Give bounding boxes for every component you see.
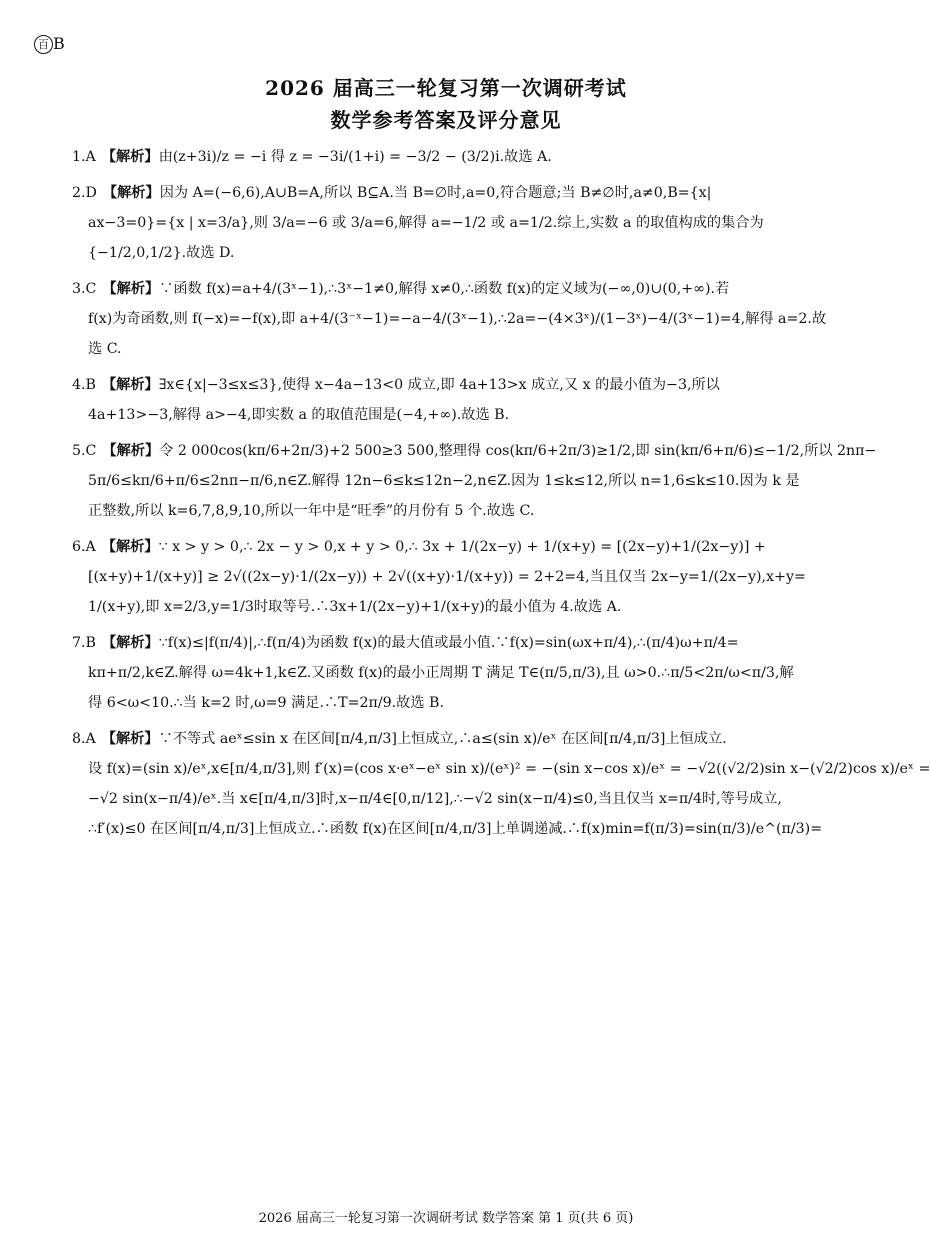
answer-line (72, 814, 823, 844)
analysis-tag: 【解析】 (102, 281, 160, 297)
corner-letter: B (53, 34, 65, 53)
answer-line (72, 628, 820, 658)
answer-text: 令 2 000cos(kπ/6+2π/3)+2 500≥3 500,整理得 cos(kπ/6+2π/3)≥1/2,即 sin(kπ/6+π/6)≤−1/2,所以 2nπ− (159, 443, 877, 459)
analysis-tag: 【解析】 (101, 149, 159, 165)
answer-text: −√2 sin(x−π/4)/eˣ.当 x∈[π/4,π/3]时,x−π/4∈[0,π/12],∴−√2 sin(x−π/4)≤0,当且仅当 x=π/4时,等号成立, (88, 791, 782, 807)
page-footer: 2026 届高三一轮复习第一次调研考试 数学答案 第 1 页(共 6 页) (258, 1211, 634, 1226)
answer-text: [(x+y)+1/(x+y)] ≥ 2√((2x−y)·1/(2x−y)) + 2√((x+y)·1/(x+y)) = 2+2=4,当且仅当 2x−y=1/(2x−y),x+y= (88, 569, 806, 585)
answer-text: ∵f(x)≤|f(π/4)|,∴f(π/4)为函数 f(x)的最大值或最小值.∵f(x)=sin(ωx+π/4),∴(π/4)ω+π/4= (158, 635, 739, 651)
answer-line (72, 592, 820, 622)
analysis-tag: 【解析】 (101, 731, 159, 747)
answer-line (72, 178, 820, 208)
answer-item (72, 370, 820, 430)
answer-line (72, 238, 820, 268)
answer-number: 8.A (72, 731, 96, 747)
answer-item (72, 178, 820, 268)
answer-number: 6.A (72, 539, 96, 555)
answer-item (72, 628, 820, 718)
analysis-tag: 【解析】 (102, 185, 160, 201)
answer-text: 设 f(x)=(sin x)/eˣ,x∈[π/4,π/3],则 f′(x)=(cos x·eˣ−eˣ sin x)/(eˣ)² = −(sin x−cos x)/eˣ = −√2((√2/2)sin x−(√2/2)cos x)/eˣ = (88, 761, 930, 777)
answer-number: 2.D (72, 185, 97, 201)
answer-text: f(x)为奇函数,则 f(−x)=−f(x),即 a+4/(3⁻ˣ−1)=−a−4/(3ˣ−1),∴2a=−(4×3ˣ)/(1−3ˣ)−4/(3ˣ−1)=4,解得 a=2.故 (88, 311, 827, 327)
answer-line (72, 274, 820, 304)
answer-line (72, 688, 820, 718)
answer-line (72, 532, 820, 562)
answer-line (72, 724, 820, 754)
answer-text: ∃x∈{x|−3≤x≤3},使得 x−4a−13<0 成立,即 4a+13>x 成立,又 x 的最小值为−3,所以 (158, 377, 720, 393)
answer-text: 4a+13>−3,解得 a>−4,即实数 a 的取值范围是(−4,+∞).故选 B. (88, 407, 510, 423)
answer-text: 1/(x+y),即 x=2/3,y=1/3时取等号.∴3x+1/(2x−y)+1/(x+y)的最小值为 4.故选 A. (88, 599, 622, 615)
answer-line (72, 754, 930, 784)
answer-text: 由(z+3i)/z = −i 得 z = −3i/(1+i) = −3/2 − (3/2)i.故选 A. (158, 149, 552, 165)
answer-number: 5.C (72, 443, 97, 459)
answer-text: 得 6<ω<10.∴当 k=2 时,ω=9 满足.∴T=2π/9.故选 B. (88, 695, 444, 711)
answer-line (72, 304, 827, 334)
answer-line (72, 334, 820, 364)
answer-number: 4.B (72, 377, 96, 393)
answer-line (72, 436, 877, 466)
answer-line (72, 370, 820, 400)
circled-character: 百 (34, 35, 53, 54)
answer-number: 1.A (72, 149, 96, 165)
answer-text: 正整数,所以 k=6,7,8,9,10,所以一年中是“旺季”的月份有 5 个.故选 C. (88, 503, 535, 519)
analysis-tag: 【解析】 (101, 539, 159, 555)
answer-line (72, 496, 820, 526)
answer-line (72, 400, 820, 430)
answer-item (72, 436, 877, 526)
answer-item (72, 274, 827, 364)
answer-text: 5π/6≤kπ/6+π/6≤2nπ−π/6,n∈Z.解得 12n−6≤k≤12n−2,n∈Z.因为 1≤k≤12,所以 n=1,6≤k≤10.因为 k 是 (88, 473, 800, 489)
answer-item (72, 724, 930, 844)
analysis-tag: 【解析】 (101, 377, 159, 393)
answer-number: 3.C (72, 281, 97, 297)
answer-text: ax−3=0}={x | x=3/a},则 3/a=−6 或 3/a=6,解得 a=−1/2 或 a=1/2.综上,实数 a 的取值构成的集合为 (88, 215, 764, 231)
answer-number: 7.B (72, 635, 96, 651)
answer-text: 选 C. (88, 341, 122, 357)
answer-line (72, 562, 820, 592)
answer-list (72, 142, 930, 850)
corner-mark (34, 34, 65, 54)
analysis-tag: 【解析】 (102, 443, 160, 459)
answer-text: kπ+π/2,k∈Z.解得 ω=4k+1,k∈Z.又函数 f(x)的最小正周期 T 满足 T∈(π/5,π/3),且 ω>0.∴π/5<2π/ω<π/3,解 (88, 665, 794, 681)
answer-text: 因为 A=(−6,6),A∪B=A,所以 B⊆A.当 B=∅时,a=0,符合题意;当 B≠∅时,a≠0,B={x| (159, 185, 712, 201)
answer-line (72, 208, 820, 238)
answer-line (72, 784, 820, 814)
answer-text: ∵函数 f(x)=a+4/(3ˣ−1),∴3ˣ−1≠0,解得 x≠0,∴函数 f(x)的定义域为(−∞,0)∪(0,+∞).若 (159, 281, 730, 297)
answer-text: ∴f′(x)≤0 在区间[π/4,π/3]上恒成立.∴函数 f(x)在区间[π/4,π/3]上单调递减.∴f(x)min=f(π/3)=sin(π/3)/e^(π/3)= (88, 821, 823, 837)
page-title: 2026 届高三一轮复习第一次调研考试 (265, 76, 627, 100)
answer-text: {−1/2,0,1/2}.故选 D. (88, 245, 235, 261)
answer-text: ∵不等式 aeˣ≤sin x 在区间[π/4,π/3]上恒成立,∴a≤(sin x)/eˣ 在区间[π/4,π/3]上恒成立. (158, 731, 727, 747)
answer-text: ∵ x > y > 0,∴ 2x − y > 0,x + y > 0,∴ 3x + 1/(2x−y) + 1/(x+y) = [(2x−y)+1/(2x−y)] + (158, 539, 766, 555)
answer-line (72, 466, 820, 496)
page-subtitle: 数学参考答案及评分意见 (330, 108, 562, 132)
analysis-tag: 【解析】 (101, 635, 159, 651)
answer-item (72, 532, 820, 622)
answer-line (72, 658, 820, 688)
answer-item (72, 142, 820, 172)
answer-line (72, 142, 820, 172)
